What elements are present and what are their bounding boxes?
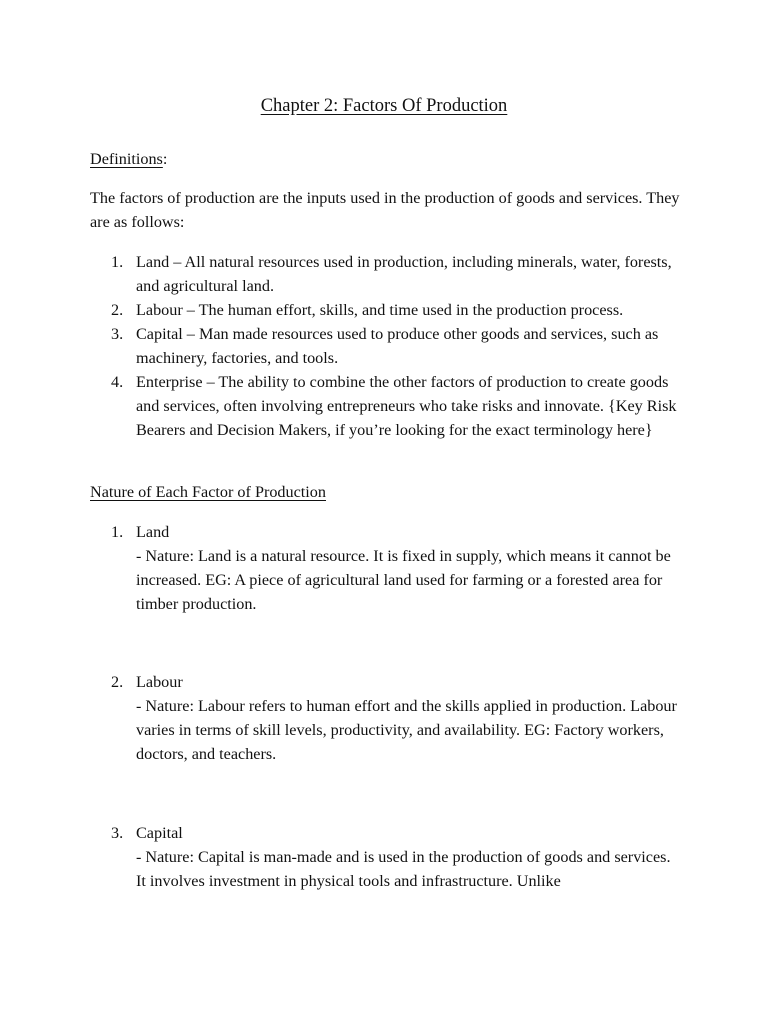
- factor-enterprise-text: Enterprise – The ability to combine the other factors of production to create goods and services, often involving entrepreneurs who take risks and innovate. {Key Risk Bearers and Decision Makers, if you’re looking for the exact terminology here}: [136, 373, 677, 439]
- list-number: 3.: [111, 325, 124, 343]
- factors-list: [90, 250, 680, 442]
- list-number: 1.: [111, 523, 124, 541]
- nature-heading: Nature of Each Factor of Production: [90, 483, 326, 501]
- nature-item-text: - Nature: Capital is man-made and is used in the production of goods and services. It involves investment in physical tools and infrastructure. Unlike: [136, 848, 671, 890]
- list-number: 2.: [111, 673, 124, 691]
- nature-item-capital: [90, 821, 680, 893]
- nature-item-name: Capital: [136, 824, 183, 842]
- list-number: 2.: [111, 301, 124, 319]
- intro-paragraph: The factors of production are the inputs used in the production of goods and services. They are as follows:: [90, 189, 680, 231]
- nature-item-name: Labour: [136, 673, 183, 691]
- list-number: 4.: [111, 373, 124, 391]
- factor-capital-text: Capital – Man made resources used to produce other goods and services, such as machinery, factories, and tools.: [136, 325, 659, 367]
- list-number: 3.: [111, 824, 124, 842]
- list-item: [90, 370, 680, 442]
- nature-item-labour: [90, 670, 680, 766]
- definitions-heading: Definitions: [90, 150, 163, 168]
- nature-item-text: - Nature: Labour refers to human effort and the skills applied in production. Labour varies in terms of skill levels, productivity, and availability. EG: Factory workers, doctors, and teachers.: [136, 697, 677, 763]
- list-number: 1.: [111, 253, 124, 271]
- nature-item-land: [90, 520, 680, 616]
- list-item: [90, 250, 680, 298]
- factor-land-text: Land – All natural resources used in production, including minerals, water, forests, and agricultural land.: [136, 253, 672, 295]
- nature-item-name: Land: [136, 523, 170, 541]
- page-title: Chapter 2: Factors Of Production: [260, 96, 508, 116]
- list-item: [90, 322, 680, 370]
- definitions-colon: :: [162, 150, 168, 168]
- list-item: [90, 298, 680, 322]
- nature-item-text: - Nature: Land is a natural resource. It is fixed in supply, which means it cannot be increased. EG: A piece of agricultural land used for farming or a forested area for timber production.: [136, 547, 671, 613]
- definitions-heading-row: [90, 147, 680, 171]
- factor-labour-text: Labour – The human effort, skills, and time used in the production process.: [136, 301, 624, 319]
